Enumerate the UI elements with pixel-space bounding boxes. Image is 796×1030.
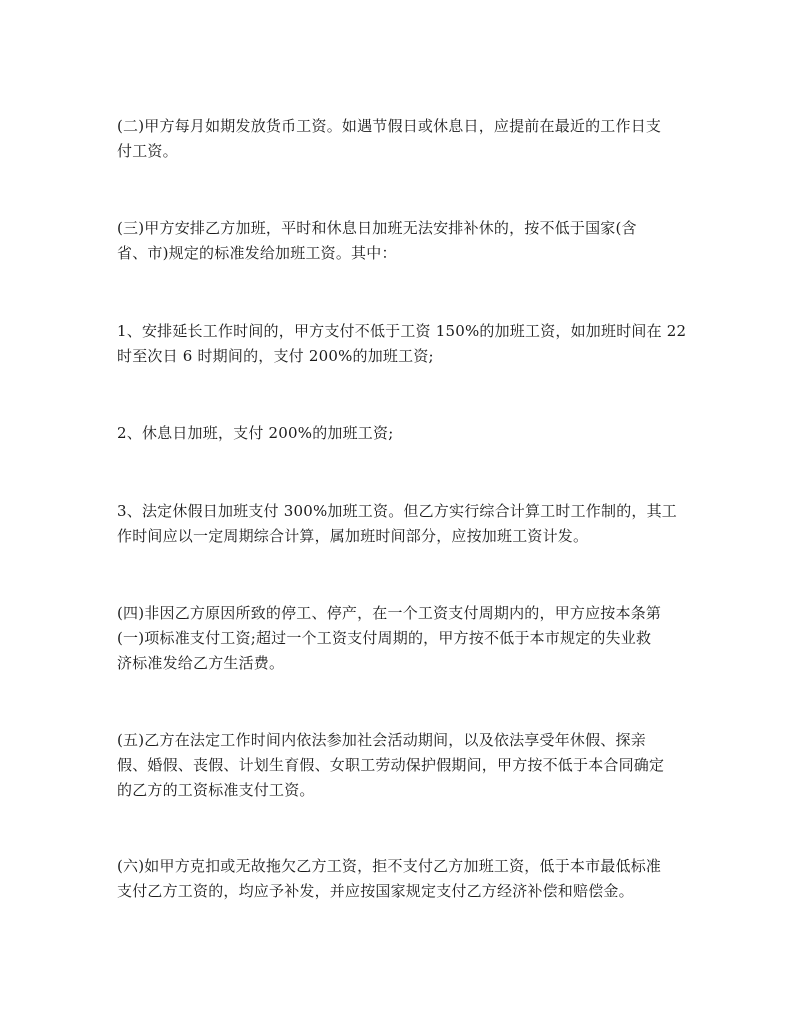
- paragraph-6: [117, 854, 687, 904]
- paragraph-line: 3、法定休假日加班支付 300%加班工资。但乙方实行综合计算工时工作制的，其工: [117, 502, 677, 520]
- paragraph-line: (一)项标准支付工资;超过一个工资支付周期的，甲方按不低于本市规定的失业救: [117, 629, 652, 647]
- paragraph-2: [117, 114, 687, 164]
- paragraph-line: (五)乙方在法定工作时间内依法参加社会活动期间，以及依法享受年休假、探亲: [117, 731, 646, 749]
- paragraph-line: (二)甲方每月如期发放货币工资。如遇节假日或休息日，应提前在最近的工作日支: [117, 117, 662, 135]
- list-item-1: [117, 319, 687, 369]
- list-item-3: [117, 499, 687, 549]
- paragraph-line: 假、婚假、丧假、计划生育假、女职工劳动保护假期间，甲方按不低于本合同确定: [117, 756, 665, 774]
- paragraph-5: [117, 728, 687, 803]
- paragraph-line: (四)非因乙方原因所致的停工、停产，在一个工资支付周期内的，甲方应按本条第: [117, 604, 662, 622]
- paragraph-line: (三)甲方安排乙方加班，平时和休息日加班无法安排补休的，按不低于国家(含: [117, 219, 637, 237]
- paragraph-line: (六)如甲方克扣或无故拖欠乙方工资，拒不支付乙方加班工资，低于本市最低标准: [117, 857, 662, 875]
- paragraph-line: 2、休息日加班，支付 200%的加班工资;: [117, 424, 394, 442]
- paragraph-line: 作时间应以一定周期综合计算，属加班时间部分，应按加班工资计发。: [117, 527, 589, 545]
- paragraph-line: 的乙方的工资标准支付工资。: [117, 781, 315, 799]
- paragraph-3: [117, 216, 687, 266]
- paragraph-line: 济标准发给乙方生活费。: [117, 654, 285, 672]
- paragraph-line: 时至次日 6 时期间的，支付 200%的加班工资;: [117, 347, 434, 365]
- paragraph-line: 支付乙方工资的，均应予补发，并应按国家规定支付乙方经济补偿和赔偿金。: [117, 882, 634, 900]
- paragraph-line: 付工资。: [117, 142, 178, 160]
- list-item-2: [117, 421, 687, 446]
- paragraph-line: 1、安排延长工作时间的，甲方支付不低于工资 150%的加班工资，如加班时间在 22: [117, 322, 687, 340]
- paragraph-line: 省、市)规定的标准发给加班工资。其中：: [117, 244, 397, 262]
- paragraph-4: [117, 601, 687, 676]
